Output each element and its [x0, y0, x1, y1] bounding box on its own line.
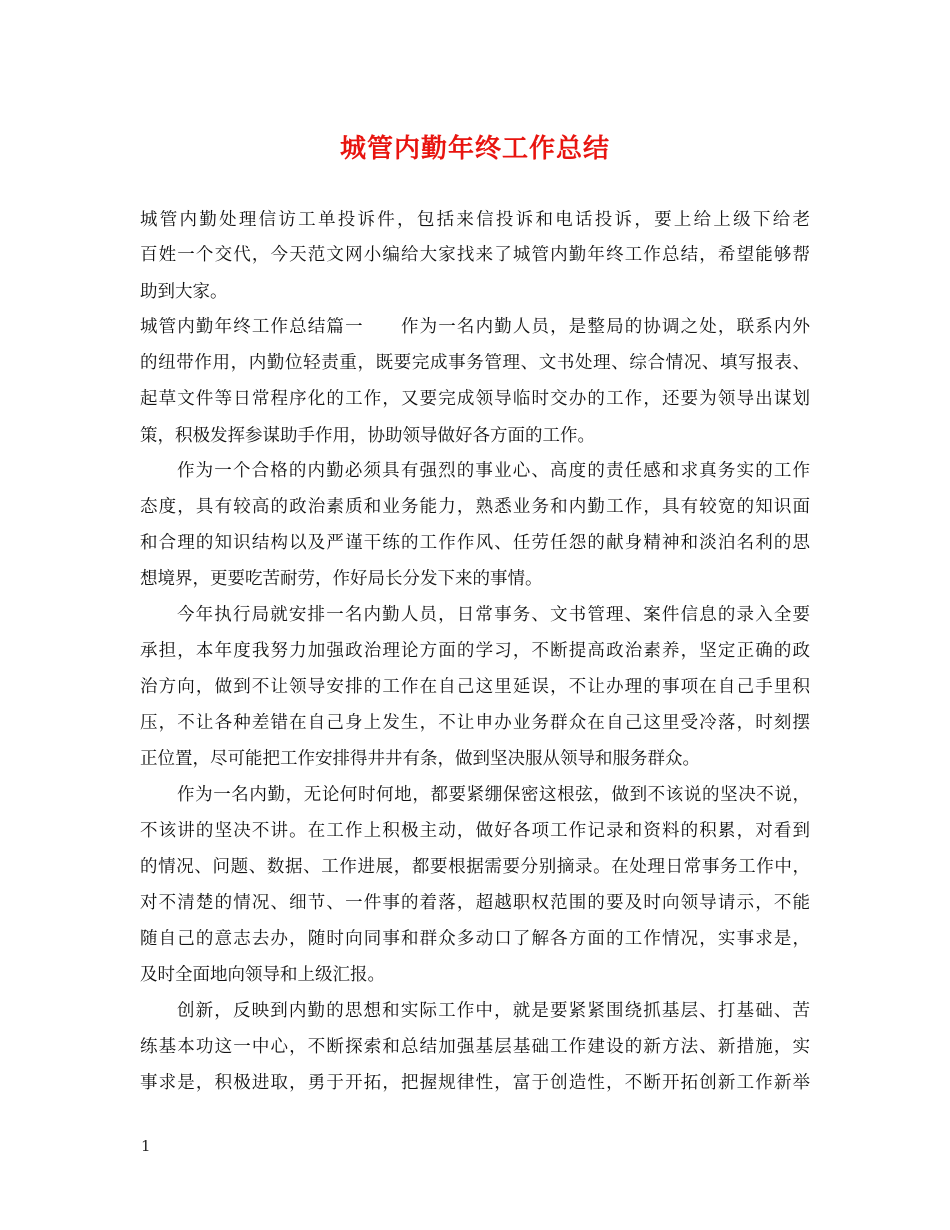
text-line: 想境界，更要吃苦耐劳，作好局长分发下来的事情。 [140, 569, 543, 589]
text-line: 正位置，尽可能把工作安排得井井有条，做到坚决服从领导和服务群众。 [140, 749, 700, 769]
text-line: 态度，具有较高的政治素质和业务能力，熟悉业务和内勤工作，具有较宽的知识面 [140, 497, 810, 517]
text-line: 百姓一个交代，今天范文网小编给大家找来了城管内勤年终工作总结，希望能够帮 [140, 245, 810, 265]
text-line: 助到大家。 [140, 282, 228, 302]
text-line: 及时全面地向领导和上级汇报。 [140, 965, 385, 985]
text-line: 不该讲的坚决不讲。在工作上积极主动，做好各项工作记录和资料的积累，对看到 [140, 821, 810, 841]
text-line: 策，积极发挥参谋助手作用，协助领导做好各方面的工作。 [140, 426, 595, 446]
text-line: 创新，反映到内勤的思想和实际工作中，就是要紧紧围绕抓基层、打基础、苦 [177, 1001, 810, 1021]
text-line: 压，不让各种差错在自己身上发生，不让申办业务群众在自己这里受冷落，时刻摆 [140, 713, 810, 733]
document-title: 城管内勤年终工作总结 [339, 134, 610, 164]
text-line: 作为一个合格的内勤必须具有强烈的事业心、高度的责任感和求真务实的工作 [177, 461, 810, 481]
text-line: 承担，本年度我努力加强政治理论方面的学习，不断提高政治素养，坚定正确的政 [140, 641, 810, 661]
text-line: 事求是，积极进取，勇于开拓，把握规律性，富于创造性，不断开拓创新工作新举 [140, 1073, 810, 1093]
text-line: 今年执行局就安排一名内勤人员，日常事务、文书管理、案件信息的录入全要 [177, 605, 810, 625]
text-line: 对不清楚的情况、细节、一件事的着落，超越职权范围的要及时向领导请示，不能 [140, 893, 810, 913]
page-number: 1 [141, 1137, 151, 1155]
text-line: 的情况、问题、数据、工作进展，都要根据需要分别摘录。在处理日常事务工作中， [140, 857, 810, 877]
text-line: 和合理的知识结构以及严谨干练的工作作风、任劳任怨的献身精神和淡泊名利的思 [140, 533, 810, 553]
text-line: 城管内勤年终工作总结篇一 作为一名内勤人员，是整局的协调之处，联系内外 [140, 317, 810, 337]
text-line: 随自己的意志去办，随时向同事和群众多动口了解各方面的工作情况，实事求是， [140, 929, 810, 949]
text-line: 练基本功这一中心，不断探索和总结加强基层基础工作建设的新方法、新措施，实 [140, 1037, 810, 1057]
text-line: 作为一名内勤，无论何时何地，都要紧绷保密这根弦，做到不该说的坚决不说， [177, 785, 810, 805]
text-line: 治方向，做到不让领导安排的工作在自己这里延误，不让办理的事项在自己手里积 [140, 677, 810, 697]
text-line: 起草文件等日常程序化的工作，又要完成领导临时交办的工作，还要为领导出谋划 [140, 389, 810, 409]
text-line: 的纽带作用，内勤位轻责重，既要完成事务管理、文书处理、综合情况、填写报表、 [140, 353, 810, 373]
text-line: 城管内勤处理信访工单投诉件，包括来信投诉和电话投诉，要上给上级下给老 [140, 210, 810, 230]
